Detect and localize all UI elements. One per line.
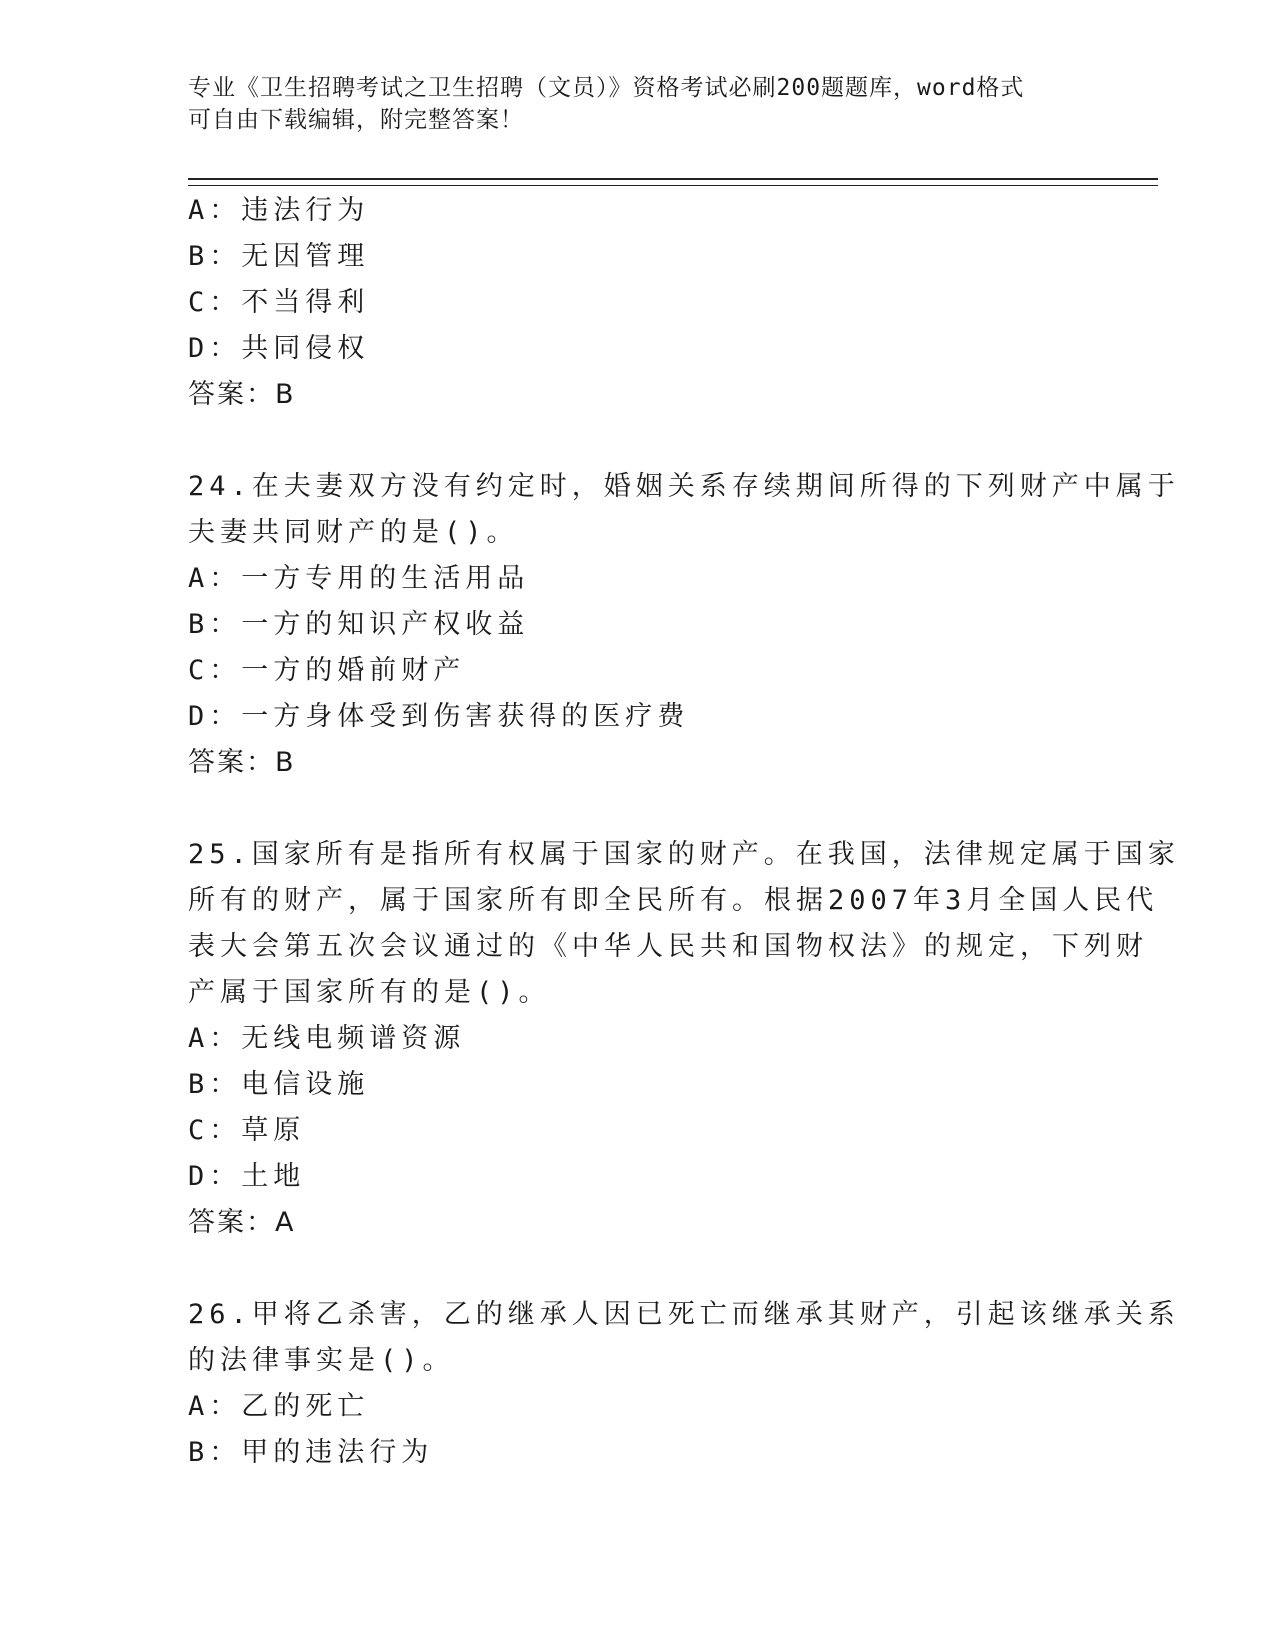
question-stem-line: 26.甲将乙杀害，乙的继承人因已死亡而继承其财产，引起该继承关系	[188, 1299, 1180, 1330]
option-a: A：一方专用的生活用品	[188, 563, 530, 594]
question-25	[188, 832, 1180, 1246]
option-c: C：一方的婚前财产	[188, 655, 466, 686]
answer: 答案：A	[188, 1207, 296, 1238]
option-d: D：土地	[188, 1161, 306, 1192]
question-24	[188, 464, 1180, 786]
question-26	[188, 1292, 1180, 1476]
header-line-1: 专业《卫生招聘考试之卫生招聘（文员）》资格考试必刷200题题库，word格式	[188, 75, 1025, 101]
question-stem-line: 产属于国家所有的是()。	[188, 977, 551, 1008]
question-stem-line: 夫妻共同财产的是()。	[188, 517, 519, 548]
option-d: D：共同侵权	[188, 333, 370, 364]
question-23	[188, 188, 1088, 418]
question-stem-line: 所有的财产，属于国家所有即全民所有。根据2007年3月全国人民代	[188, 885, 1159, 916]
question-stem-line: 表大会第五次会议通过的《中华人民共和国物权法》的规定，下列财	[188, 931, 1148, 962]
option-b: B：甲的违法行为	[188, 1437, 434, 1468]
option-b: B：无因管理	[188, 241, 370, 272]
header-line-2: 可自由下载编辑，附完整答案！	[188, 107, 524, 133]
question-stem-line: 24.在夫妻双方没有约定时，婚姻关系存续期间所得的下列财产中属于	[188, 471, 1180, 502]
question-list	[188, 188, 1180, 1476]
option-d: D：一方身体受到伤害获得的医疗费	[188, 701, 690, 732]
answer: 答案：B	[188, 747, 296, 778]
option-c: C：草原	[188, 1115, 306, 1146]
option-b: B：一方的知识产权收益	[188, 609, 530, 640]
header-divider	[188, 178, 1158, 186]
option-a: A：乙的死亡	[188, 1391, 370, 1422]
question-stem-line: 的法律事实是()。	[188, 1345, 455, 1376]
option-a: A：无线电频谱资源	[188, 1023, 466, 1054]
option-b: B：电信设施	[188, 1069, 370, 1100]
option-a: A：违法行为	[188, 195, 370, 226]
answer: 答案：B	[188, 379, 296, 410]
document-header	[188, 72, 1088, 136]
option-c: C：不当得利	[188, 287, 370, 318]
question-stem-line: 25.国家所有是指所有权属于国家的财产。在我国，法律规定属于国家	[188, 839, 1180, 870]
